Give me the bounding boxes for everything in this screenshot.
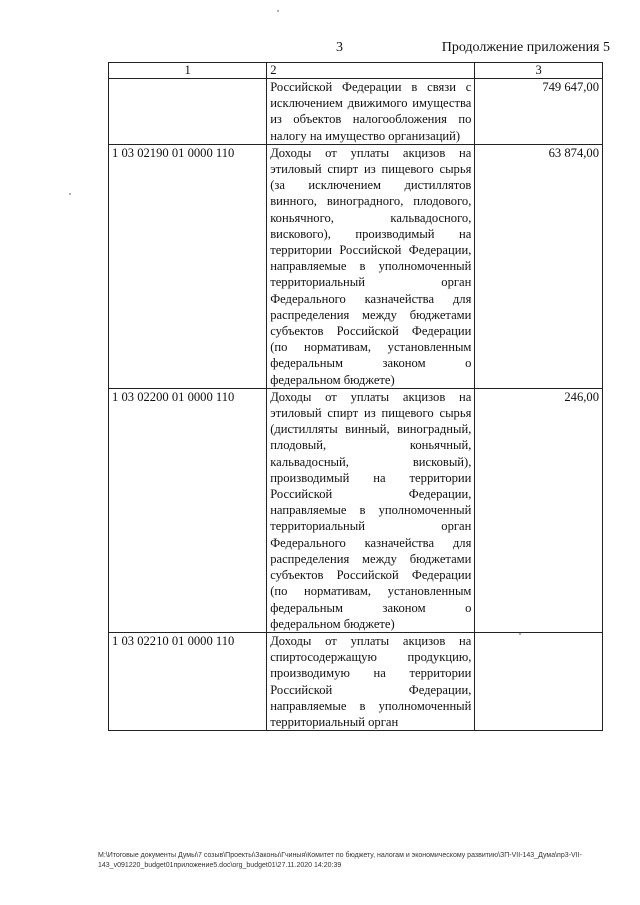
budget-table xyxy=(108,62,603,731)
income-code: 1 03 02200 01 0000 110 xyxy=(109,388,267,632)
income-description: Доходы от уплаты акцизов на этиловый спирт из пищевого сырья (за исключением дистиллятов винного, виноградного, плодового, коньячного, кальвадосного, вискового), производимый на территории Российской Федерации, направляемые в уполномоченный территориальный орган Федерального казначейства для распределения между бюджетами субъектов Российской Федерации (по нормативам, установленным федеральным законом о федеральном бюджете) xyxy=(267,144,475,388)
table-row xyxy=(109,388,603,632)
scan-speck xyxy=(69,193,71,195)
table-row xyxy=(109,144,603,388)
income-code: 1 03 02190 01 0000 110 xyxy=(109,144,267,388)
column-number-3: 3 xyxy=(475,63,603,79)
income-code: 1 03 02210 01 0000 110 xyxy=(109,632,267,730)
column-number-1: 1 xyxy=(109,63,267,79)
scan-speck xyxy=(277,10,279,12)
column-number-2: 2 xyxy=(267,63,475,79)
page-number: 3 xyxy=(336,40,343,55)
amount-value: 749 647,00 xyxy=(542,80,599,94)
table-row xyxy=(109,632,603,730)
table-header-row xyxy=(109,63,603,79)
amount-value: 63 874,00 xyxy=(548,145,599,160)
income-amount xyxy=(475,632,603,730)
document-path-footer: М:\Итоговые документы Думы\7 созыв\Проекты\Законы\Гчиныя\Комитет по бюджету, налогам и экономическому развитию\ЗП-VII-143_Дума\пр3-VII-143_v091220_budget01приложение5.doc\org_budget01\27.11.2020 14:20:39 xyxy=(98,852,582,869)
income-description: Доходы от уплаты акцизов на спиртосодержащую продукцию, производимую на территории Российской Федерации, направляемые в уполномоченный территориальный орган xyxy=(267,632,475,730)
income-amount xyxy=(475,388,603,632)
income-description: Доходы от уплаты акцизов на этиловый спирт из пищевого сырья (дистилляты винный, виноградный, плодовый, коньячный, кальвадосный, висковый), производимый на территории Российской Федерации, направляемые в уполномоченный территориальный орган Федерального казначейства для распределения между бюджетами субъектов Российской Федерации (по нормативам, установленным федеральным законом о федеральном бюджете) xyxy=(267,388,475,632)
income-amount xyxy=(475,144,603,388)
income-amount xyxy=(475,79,603,145)
continuation-title: Продолжение приложения 5 xyxy=(441,40,610,55)
scan-speck xyxy=(519,633,521,635)
amount-value: 246,00 xyxy=(564,389,599,404)
table-row xyxy=(109,79,603,145)
income-code xyxy=(109,79,267,145)
income-description: Российской Федерации в связи с исключением движимого имущества из объектов налогообложения по налогу на имущество организаций) xyxy=(267,79,475,145)
